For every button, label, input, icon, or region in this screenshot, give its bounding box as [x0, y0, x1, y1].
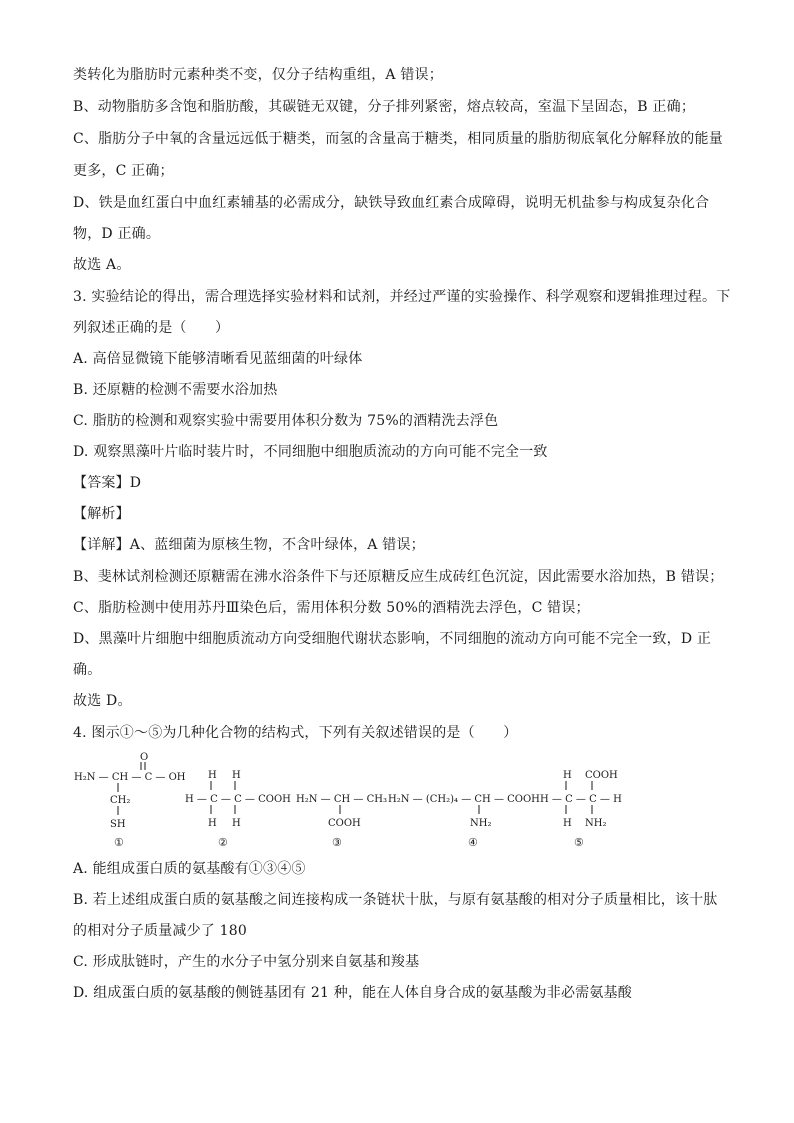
structure-5-number: ⑤	[574, 836, 584, 849]
question-3-stem-cont: 列叙述正确的是（ ）	[73, 320, 230, 336]
structure-1-number: ①	[114, 836, 124, 849]
text-line: 确。	[73, 662, 102, 678]
h-label: H	[232, 770, 241, 781]
structure-1-ch2: CH₂	[110, 795, 131, 806]
h-label: H	[232, 818, 241, 829]
structural-formulas-figure	[70, 748, 730, 850]
text-line: 故选 D。	[73, 693, 132, 709]
option-b: B. 还原糖的检测不需要水浴加热	[73, 382, 278, 398]
option-b: B. 若上述组成蛋白质的氨基酸之间连接构成一条链状十肽，与原有氨基酸的相对分子质量相比，该十肽	[73, 892, 718, 908]
structure-3-number: ③	[332, 836, 342, 849]
answer-label: 【答案】D	[73, 475, 142, 491]
text-line: C、脂肪检测中使用苏丹Ⅲ染色后，需用体积分数 50%的酒精洗去浮色，C 错误；	[73, 600, 590, 616]
structure-2-main: H — C — C — COOH	[185, 794, 291, 805]
text-line: 故选 A。	[73, 257, 131, 273]
structure-4	[388, 794, 540, 849]
option-d: D. 组成蛋白质的氨基酸的侧链基团有 21 种，能在人体自身合成的氨基酸为非必需氨基酸	[73, 985, 632, 1001]
structure-3-cooh: COOH	[328, 818, 361, 829]
structure-4-main: H₂N — (CH₂)₄ — CH — COOH	[388, 794, 540, 805]
text-line: 物，D 正确。	[73, 226, 161, 242]
option-b-cont: 的相对分子质量减少了 180	[73, 923, 247, 939]
option-d: D. 观察黑藻叶片临时装片时，不同细胞中细胞质流动的方向可能不完全一致	[73, 444, 548, 460]
option-c: C. 形成肽链时，产生的水分子中氢分别来自氨基和羧基	[73, 954, 420, 970]
structure-1	[74, 752, 186, 849]
text-line: 【详解】A、蓝细菌为原核生物，不含叶绿体，A 错误；	[73, 537, 425, 553]
structure-4-number: ④	[468, 836, 478, 849]
structure-1-sh: SH	[110, 819, 126, 830]
question-4-stem: 4. 图示①～⑤为几种化合物的结构式，下列有关叙述错误的是（ ）	[73, 725, 518, 741]
structure-5-main: H — C — C — H	[540, 794, 622, 805]
text-line: 类转化为脂肪时元素种类不变，仅分子结构重组，A 错误；	[73, 67, 443, 83]
h-label: H	[563, 818, 572, 829]
question-3-stem: 3. 实验结论的得出，需合理选择实验材料和试剂，并经过严谨的实验操作、科学观察和逻辑推理过程。下	[73, 289, 731, 305]
structure-1-main: H₂N — CH — C — OH	[74, 772, 186, 783]
option-a: A. 高倍显微镜下能够清晰看见蓝细菌的叶绿体	[73, 351, 363, 367]
h-label: H	[208, 818, 217, 829]
structure-5-nh2: NH₂	[585, 818, 607, 829]
structure-5	[540, 770, 622, 849]
h-label: H	[208, 770, 217, 781]
structure-5-cooh: COOH	[585, 770, 618, 781]
structural-formulas-svg	[70, 748, 730, 850]
structure-2-number: ②	[218, 836, 228, 849]
analysis-label: 【解析】	[73, 506, 130, 522]
structure-3	[296, 794, 387, 849]
structure-2	[185, 770, 291, 849]
structure-3-main: H₂N — CH — CH₃	[296, 794, 387, 805]
structure-4-nh2: NH₂	[470, 818, 492, 829]
text-line: D、铁是血红蛋白中血红素辅基的必需成分，缺铁导致血红素合成障碍，说明无机盐参与构成复杂化合	[73, 195, 710, 211]
text-line: B、动物脂肪多含饱和脂肪酸，其碳链无双键，分子排列紧密，熔点较高，室温下呈固态，B 正确；	[73, 99, 696, 115]
text-line: C、脂肪分子中氧的含量远远低于糖类，而氢的含量高于糖类，相同质量的脂肪彻底氧化分解释放的能量	[73, 131, 723, 147]
option-a: A. 能组成蛋白质的氨基酸有①③④⑤	[73, 861, 306, 877]
option-c: C. 脂肪的检测和观察实验中需要用体积分数为 75%的酒精洗去浮色	[73, 413, 499, 429]
h-label: H	[563, 770, 572, 781]
text-line: B、斐林试剂检测还原糖需在沸水浴条件下与还原糖反应生成砖红色沉淀，因此需要水浴加热，B 错误；	[73, 569, 724, 585]
text-line: 更多，C 正确；	[73, 163, 174, 179]
oxygen-label: O	[140, 752, 149, 763]
text-line: D、黑藻叶片细胞中细胞质流动方向受细胞代谢状态影响，不同细胞的流动方向可能不完全一致，D 正	[73, 631, 712, 647]
